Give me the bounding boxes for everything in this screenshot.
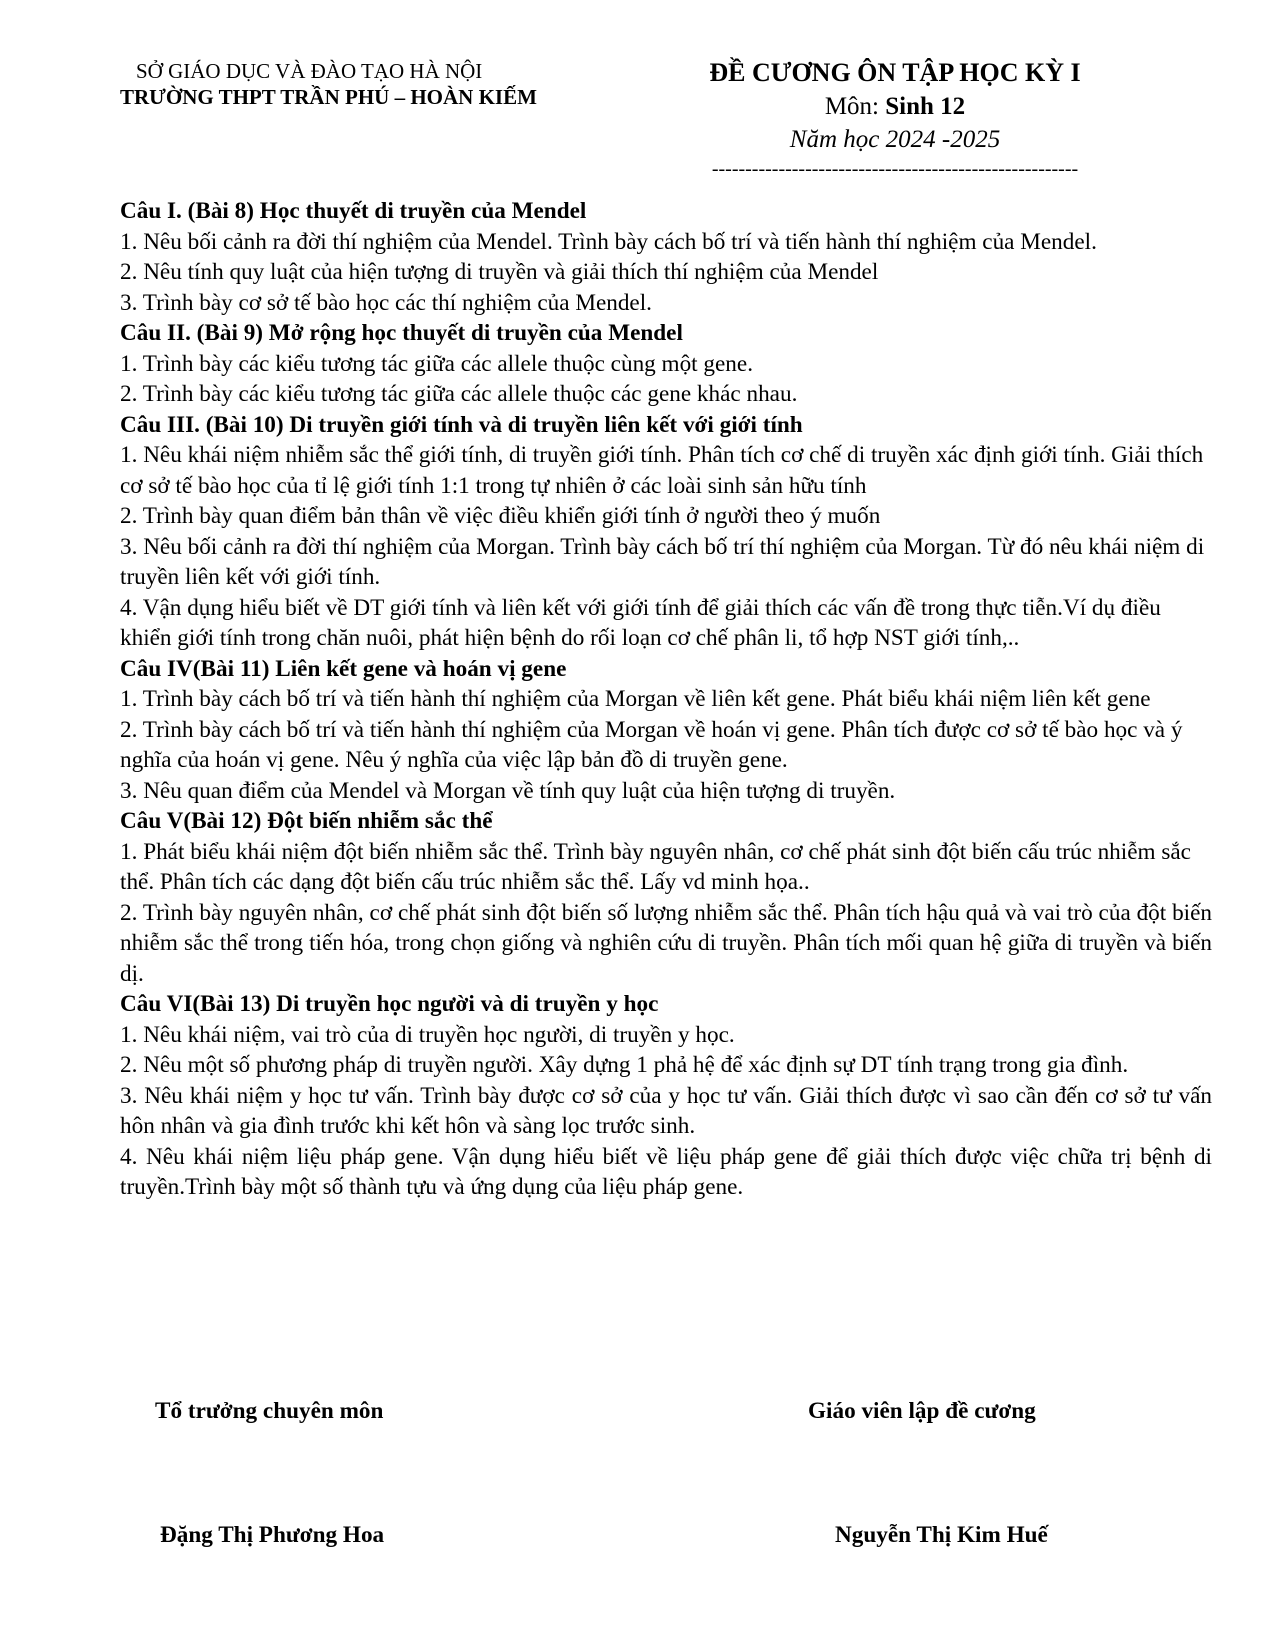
- section-1: [120, 196, 1212, 318]
- section-title: Câu III. (Bài 10) Di truyền giới tính và di truyền liên kết với giới tính: [120, 411, 803, 438]
- section-item: 4. Nêu khái niệm liệu pháp gene. Vận dụng hiểu biết về liệu pháp gene để giải thích được việc chữa trị bệnh di truyền.Trình bày một số thành tựu và ứng dụng của liệu pháp gene.: [120, 1143, 1212, 1200]
- signature-left-role: Tổ trưởng chuyên môn: [155, 1398, 384, 1424]
- section-item: 3. Nêu khái niệm y học tư vấn. Trình bày được cơ sở của y học tư vấn. Giải thích được vì sao cần đến cơ sở tư vấn hôn nhân và gia đình trước khi kết hôn và sàng lọc trước sinh.: [120, 1082, 1212, 1139]
- section-item: 2. Trình bày quan điểm bản thân về việc điều khiển giới tính ở người theo ý muốn: [120, 503, 881, 529]
- section-title: Câu I. (Bài 8) Học thuyết di truyền của Mendel: [120, 198, 587, 224]
- section-item: 2. Nêu một số phương pháp di truyền người. Xây dựng 1 phả hệ để xác định sự DT tính trạng trong gia đình.: [120, 1052, 1129, 1078]
- header-organization: [120, 58, 640, 110]
- section-4: [120, 654, 1212, 807]
- section-2: [120, 318, 1212, 410]
- section-item: 1. Trình bày cách bố trí và tiến hành thí nghiệm của Morgan về liên kết gene. Phát biểu khái niệm liên kết gene: [120, 686, 1151, 712]
- school-year: Năm học 2024 -2025: [789, 126, 1001, 153]
- document-title: ĐỀ CƯƠNG ÔN TẬP HỌC KỲ I: [709, 58, 1081, 87]
- section-title: Câu IV(Bài 11) Liên kết gene và hoán vị gene: [120, 655, 567, 682]
- section-item: 1. Nêu bối cảnh ra đời thí nghiệm của Mendel. Trình bày cách bố trí và tiến hành thí nghiệm của Mendel.: [120, 228, 1097, 255]
- section-item: 1. Nêu khái niệm, vai trò của di truyền học người, di truyền y học.: [120, 1021, 735, 1048]
- section-item: 4. Vận dụng hiểu biết về DT giới tính và liên kết với giới tính để giải thích các vấn đề trong thực tiễn.Ví dụ điều khiển giới tính trong chăn nuôi, phát hiện bệnh do rối loạn cơ chế phân li, tổ hợp NST giới tính,..: [120, 594, 1161, 651]
- section-title: Câu V(Bài 12) Đột biến nhiễm sắc thể: [120, 808, 493, 834]
- section-item: 1. Nêu khái niệm nhiễm sắc thể giới tính, di truyền giới tính. Phân tích cơ chế di truyền xác định giới tính. Giải thích cơ sở tế bào học của tỉ lệ giới tính 1:1 trong tự nhiên ở các loài sinh sản hữu tính: [120, 442, 1204, 499]
- section-item: 2. Nêu tính quy luật của hiện tượng di truyền và giải thích thí nghiệm của Mendel: [120, 259, 879, 285]
- section-item: 2. Trình bày các kiểu tương tác giữa các allele thuộc các gene khác nhau.: [120, 381, 798, 407]
- section-item: 3. Trình bày cơ sở tế bào học các thí nghiệm của Mendel.: [120, 289, 652, 316]
- subject-value: Sinh 12: [885, 93, 966, 120]
- outline-body: [120, 196, 1212, 1203]
- department-name: SỞ GIÁO DỤC VÀ ĐÀO TẠO HÀ NỘI: [136, 59, 483, 83]
- signature-right-role: Giáo viên lập đề cương: [808, 1398, 1036, 1424]
- section-5: [120, 806, 1212, 989]
- section-3: [120, 410, 1212, 654]
- signature-left-name: Đặng Thị Phương Hoa: [160, 1522, 385, 1548]
- section-title: Câu II. (Bài 9) Mở rộng học thuyết di truyền của Mendel: [120, 320, 683, 346]
- section-item: 1. Phát biểu khái niệm đột biến nhiễm sắc thể. Trình bày nguyên nhân, cơ chế phát sinh đột biến cấu trúc nhiễm sắc thể. Phân tích các dạng đột biến cấu trúc nhiễm sắc thể. Lấy vd minh họa..: [120, 838, 1191, 895]
- header-document-info: [660, 56, 1130, 180]
- section-item: 1. Trình bày các kiểu tương tác giữa các allele thuộc cùng một gene.: [120, 350, 753, 377]
- section-item: 2. Trình bày cách bố trí và tiến hành thí nghiệm của Morgan về hoán vị gene. Phân tích được cơ sở tế bào học và ý nghĩa của hoán vị gene. Nêu ý nghĩa của việc lập bản đồ di truyền gene.: [120, 716, 1183, 773]
- section-6: [120, 989, 1212, 1203]
- header-divider: -------------------------------------------------------: [711, 158, 1079, 180]
- section-item: 2. Trình bày nguyên nhân, cơ chế phát sinh đột biến số lượng nhiễm sắc thể. Phân tích hậu quả và vai trò của đột biến nhiễm sắc thể trong tiến hóa, trong chọn giống và nghiên cứu di truyền. Phân tích mối quan hệ giữa di truyền và biến dị.: [120, 899, 1212, 987]
- section-title: Câu VI(Bài 13) Di truyền học người và di truyền y học: [120, 991, 659, 1017]
- subject-line: [660, 90, 1130, 123]
- section-item: 3. Nêu bối cảnh ra đời thí nghiệm của Morgan. Trình bày cách bố trí thí nghiệm của Morgan. Từ đó nêu khái niệm di truyền liên kết với giới tính.: [120, 533, 1205, 590]
- signature-right-name: Nguyễn Thị Kim Huế: [835, 1522, 1048, 1548]
- school-name: TRƯỜNG THPT TRẦN PHÚ – HOÀN KIẾM: [120, 85, 537, 109]
- section-item: 3. Nêu quan điểm của Mendel và Morgan về tính quy luật của hiện tượng di truyền.: [120, 777, 896, 804]
- subject-label: Môn:: [824, 93, 886, 120]
